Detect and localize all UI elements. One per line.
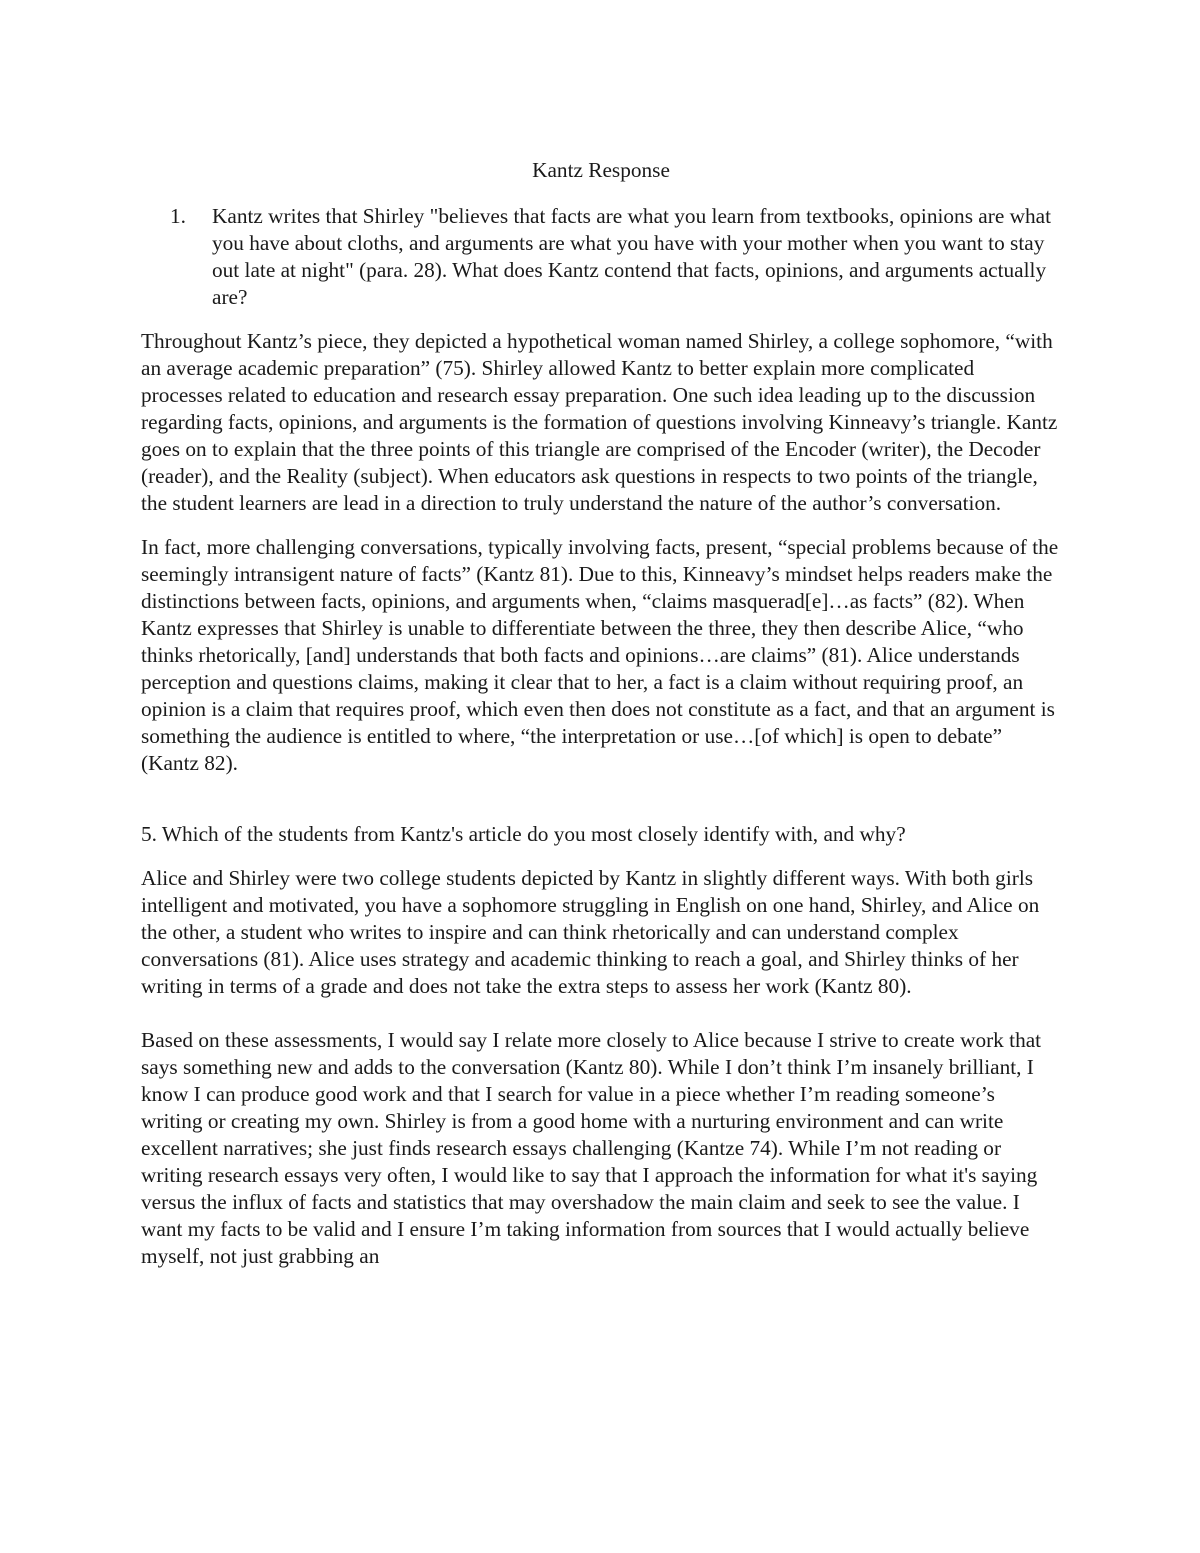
answer-1-paragraph-2: In fact, more challenging conversations, typically involving facts, present, “special problems because of the seemingly intransigent nature of facts” (Kantz 81). Due to this, Kinneavy’s mindset helps readers make the distinctions between facts, opinions, and arguments when, “claims masquerad[e]…as facts” (82). When Kantz expresses that Shirley is unable to differentiate between the three, they then describe Alice, “who thinks rhetorically, [and] understands that both facts and opinions…are claims” (81). Alice understands perception and questions claims, making it clear that to her, a fact is a claim without requiring proof, an opinion is a claim that requires proof, which even then does not constitute as a fact, and that an argument is something the audience is entitled to where, “the interpretation or use…[of which] is open to debate” (Kantz 82). bbox=[141, 535, 1059, 775]
question-1 bbox=[141, 203, 1061, 311]
blank-line-2 bbox=[141, 1000, 1061, 1027]
question-5: 5. Which of the students from Kantz's article do you most closely identify with, and why? bbox=[141, 822, 906, 846]
document-title: Kantz Response bbox=[532, 158, 670, 182]
document-body bbox=[141, 157, 1061, 1287]
question-1-text: Kantz writes that Shirley "believes that facts are what you learn from textbooks, opinions are what you have about cloths, and arguments are what you have with your mother when you want to stay out late at night" (para. 28). What does Kantz contend that facts, opinions, and arguments actually are? bbox=[212, 204, 1052, 309]
answer-5-paragraph-1: Alice and Shirley were two college students depicted by Kantz in slightly different ways. With both girls intelligent and motivated, you have a sophomore struggling in English on one hand, Shirley, and Alice on the other, a student who writes to inspire and can think rhetorically and can understand complex conversations (81). Alice uses strategy and academic thinking to reach a goal, and Shirley thinks of her writing in terms of a grade and does not take the extra steps to assess her work (Kantz 80). bbox=[141, 866, 1040, 998]
blank-line bbox=[141, 794, 1061, 821]
answer-1-paragraph-1: Throughout Kantz’s piece, they depicted a hypothetical woman named Shirley, a college sophomore, “with an average academic preparation” (75). Shirley allowed Kantz to better explain more complicated processes related to education and research essay preparation. One such idea leading up to the discussion regarding facts, opinions, and arguments is the formation of questions involving Kinneavy’s triangle. Kantz goes on to explain that the three points of this triangle are comprised of the Encoder (writer), the Decoder (reader), and the Reality (subject). When educators ask questions in respects to two points of the triangle, the student learners are lead in a direction to truly understand the nature of the author’s conversation. bbox=[141, 329, 1058, 515]
question-list bbox=[141, 203, 1061, 311]
question-1-number: 1. bbox=[170, 204, 186, 228]
answer-5-paragraph-2: Based on these assessments, I would say I relate more closely to Alice because I strive to create work that says something new and adds to the conversation (Kantz 80). While I don’t think I’m insanely brilliant, I know I can produce good work and that I search for value in a piece whether I’m reading someone’s writing or creating my own. Shirley is from a good home with a nurturing environment and can write excellent narratives; she just finds research essays challenging (Kantze 74). While I’m not reading or writing research essays very often, I would like to say that I approach the information for what it's saying versus the influx of facts and statistics that may overshadow the main claim and seek to see the value. I want my facts to be valid and I ensure I’m taking information from sources that I would actually believe myself, not just grabbing an bbox=[141, 1028, 1042, 1268]
